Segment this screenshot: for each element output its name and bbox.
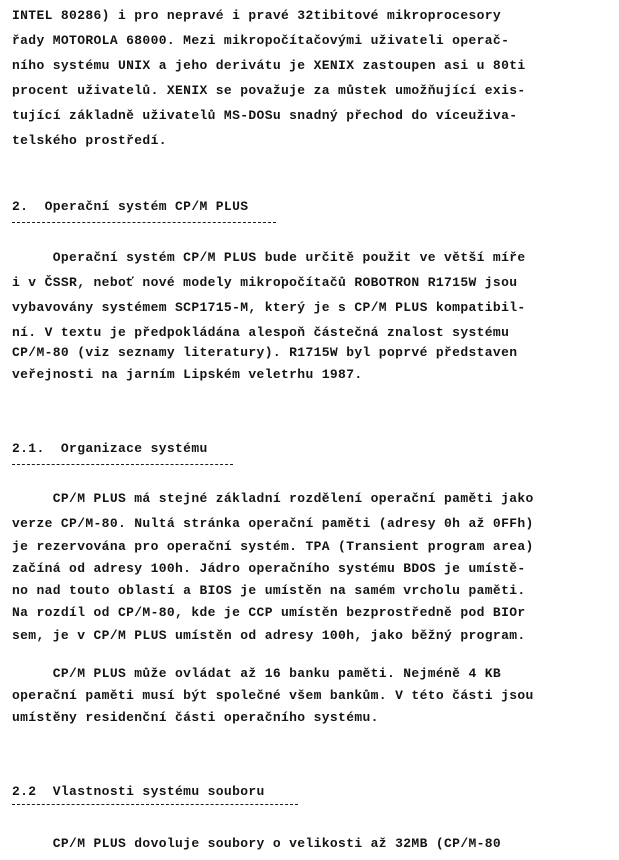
heading-underline: [12, 804, 298, 805]
text-line: řady MOTOROLA 68000. Mezi mikropočítačovými uživateli operač-: [12, 33, 510, 48]
section-heading: 2. Operační systém CP/M PLUS: [12, 199, 249, 214]
text-line: CP/M PLUS má stejné základní rozdělení operační paměti jako: [12, 491, 534, 506]
text-line: je rezervována pro operační systém. TPA (Transient program area): [12, 539, 534, 554]
text-line: CP/M PLUS dovoluje soubory o velikosti až 32MB (CP/M-80: [12, 836, 502, 851]
text-line: procent uživatelů. XENIX se považuje za můstek umožňující exis-: [12, 83, 526, 98]
section-heading: 2.1. Organizace systému: [12, 441, 208, 456]
text-line: Operační systém CP/M PLUS bude určitě použit ve větší míře: [12, 250, 526, 265]
text-line: sem, je v CP/M PLUS umístěn od adresy 100h, jako běžný program.: [12, 628, 526, 643]
heading-underline: [12, 222, 276, 223]
text-line: telského prostředí.: [12, 133, 167, 148]
text-line: vybavovány systémem SCP1715-M, který je s CP/M PLUS kompatibil-: [12, 300, 526, 315]
text-line: začíná od adresy 100h. Jádro operačního systému BDOS je umístě-: [12, 561, 526, 576]
text-line: INTEL 80286) i pro nepravé i pravé 32tibitové mikroprocesory: [12, 8, 502, 23]
text-line: no nad touto oblastí a BIOS je umístěn na samém vrcholu paměti.: [12, 583, 526, 598]
text-line: verze CP/M-80. Nultá stránka operační paměti (adresy 0h až 0FFh): [12, 516, 534, 531]
text-line: ní. V textu je předpokládána alespoň částečná znalost systému: [12, 325, 510, 340]
section-heading: 2.2 Vlastnosti systému souboru: [12, 784, 265, 799]
text-line: CP/M-80 (viz seznamy literatury). R1715W byl poprvé představen: [12, 345, 518, 360]
text-line: i v ČSSR, neboť nové modely mikropočítačů ROBOTRON R1715W jsou: [12, 275, 518, 290]
heading-underline: [12, 464, 233, 465]
text-line: veřejnosti na jarním Lipském veletrhu 1987.: [12, 367, 363, 382]
text-line: tující základně uživatelů MS-DOSu snadný přechod do víceuživa-: [12, 108, 518, 123]
text-line: CP/M PLUS může ovládat až 16 banku paměti. Nejméně 4 KB: [12, 666, 502, 681]
text-line: Na rozdíl od CP/M-80, kde je CCP umístěn bezprostředně pod BIOr: [12, 605, 526, 620]
text-line: umístěny residenční části operačního systému.: [12, 710, 379, 725]
text-line: operační paměti musí být společné všem bankům. V této části jsou: [12, 688, 534, 703]
text-line: ního systému UNIX a jeho derivátu je XENIX zastoupen asi u 80ti: [12, 58, 526, 73]
